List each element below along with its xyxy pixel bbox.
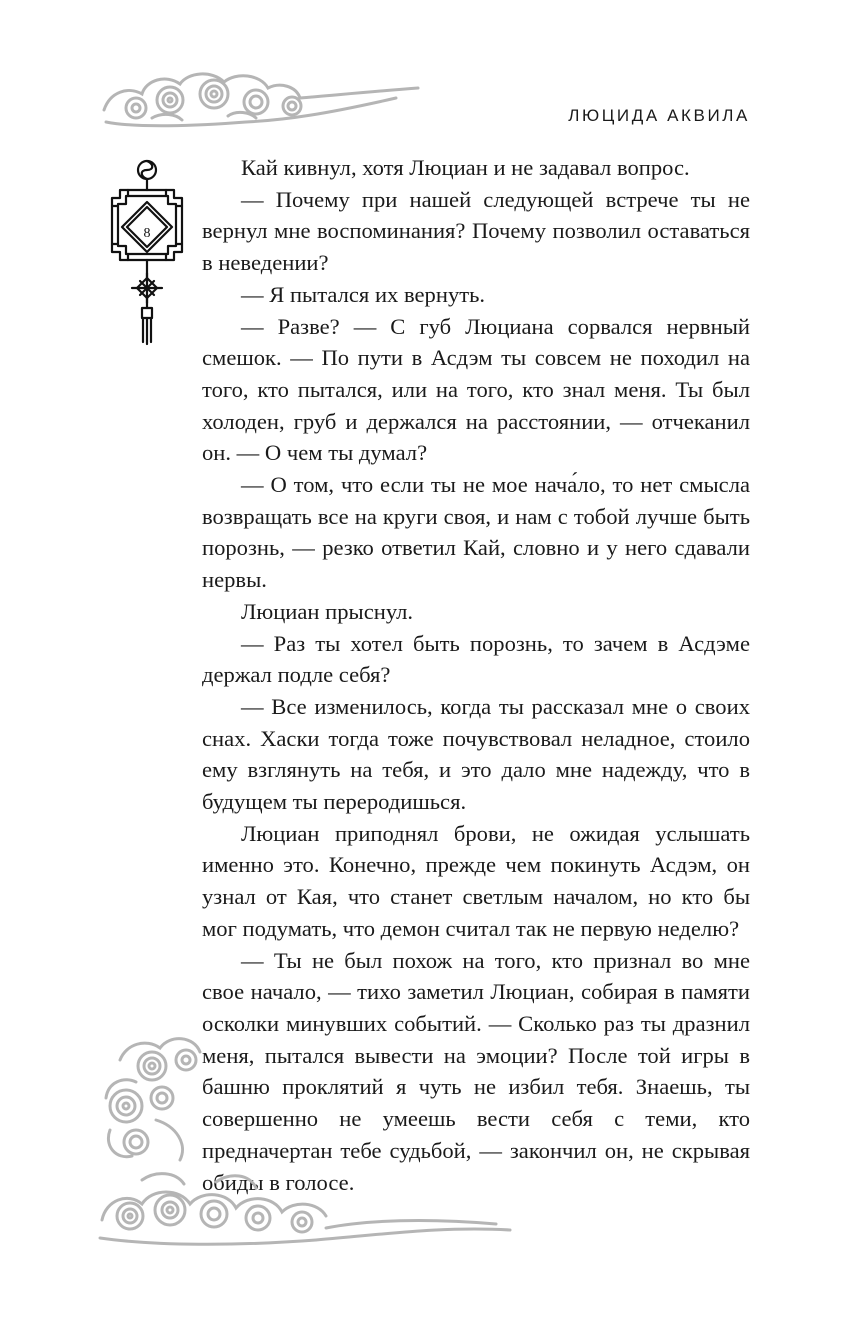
bottom-cloud-ornament-icon <box>96 1020 516 1260</box>
paragraph: — Все изменилось, когда ты рассказал мне о своих снах. Хаски тогда тоже почувствовал неладное, стоило ему взглянуть на тебя, и это дало мне надежду, что в будущем ты переродишься. <box>202 693 750 815</box>
paragraph: — Я пытался их вернуть. <box>241 281 486 307</box>
paragraph: — О том, что если ты не мое нача́ло, то нет смысла возвращать все на круги своя, и нам с тобой лучше быть порознь, — резко ответил Кай, словно и у него сдавали нервы. <box>202 472 750 593</box>
paragraph: — Почему при нашей следующей встрече ты не вернул мне воспоминания? Почему позволил оставаться в неведении? <box>202 186 750 276</box>
paragraph: — Раз ты хотел быть порознь, то зачем в Асдэме держал подле себя? <box>202 630 750 688</box>
paragraph: Люциан приподнял брови, не ожидая услышать именно это. Конечно, прежде чем покинуть Асдэм, он узнал от Кая, что станет светлым началом, но кто бы мог подумать, что демон считал так не первую неделю? <box>202 820 750 941</box>
running-header: ЛЮЦИДА АКВИЛА <box>568 106 750 125</box>
knot-pendant-icon <box>106 156 188 346</box>
top-cloud-ornament-icon <box>96 52 426 132</box>
page-number: 8 <box>143 226 151 241</box>
paragraph: — Разве? — С губ Люциана сорвался нервный смешок. — По пути в Асдэм ты совсем не походил на того, кто пытался, или на того, кто знал меня. Ты был холоден, груб и держался на расстоянии, — отчеканил он. — О чем ты думал? <box>202 313 750 466</box>
paragraph: Кай кивнул, хотя Люциан и не задавал вопрос. <box>241 155 690 180</box>
paragraph: — Ты не был похож на того, кто признал во мне свое начало, — тихо заметил Люциан, собирая в памяти осколки минувших событий. — Сколько раз ты дразнил меня, пытался вывести на эмоции? После той игры в башню проклятий я чуть не избил тебя. Знаешь, ты совершенно не умеешь вести себя с теми, кто предначертан тебе судьбой, — закончил он, не скрывая обиды в голосе. <box>202 947 750 1195</box>
paragraph: Люциан прыснул. <box>241 598 414 624</box>
